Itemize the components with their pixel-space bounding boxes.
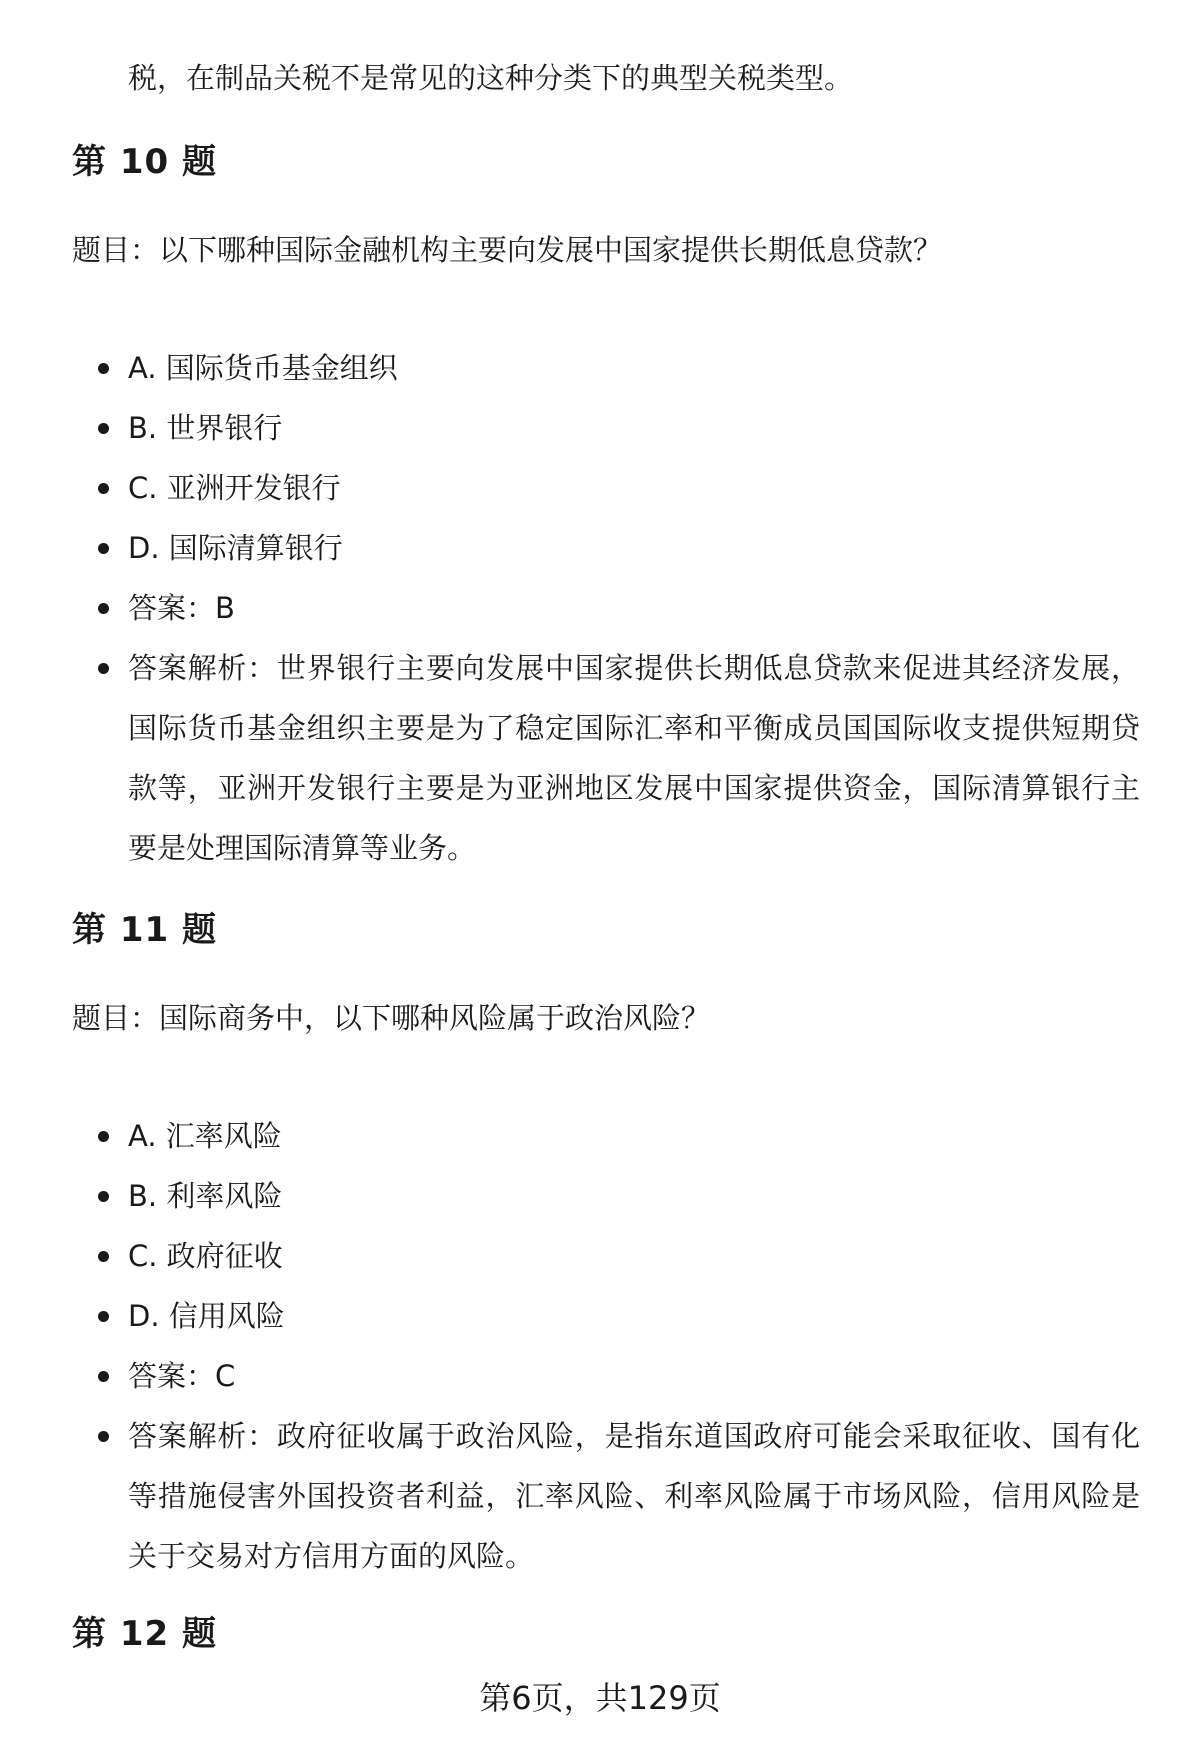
q10-answer: 答案：B (128, 591, 235, 625)
bullet-icon (98, 1131, 109, 1142)
list-item (0, 338, 1200, 398)
q11-options-list (0, 1106, 1200, 1586)
list-item (0, 518, 1200, 578)
bullet-icon (98, 1251, 109, 1262)
list-item (0, 1226, 1200, 1286)
q11-option-c: C. 政府征收 (128, 1239, 283, 1273)
bullet-icon (98, 603, 109, 614)
q10-option-d: D. 国际清算银行 (128, 531, 343, 565)
list-item (0, 578, 1200, 638)
bullet-icon (98, 423, 109, 434)
q11-answer: 答案：C (128, 1359, 236, 1393)
q10-option-c: C. 亚洲开发银行 (128, 471, 341, 505)
q10-heading: 第 10 题 (72, 142, 217, 182)
bullet-icon (98, 363, 109, 374)
bullet-icon (98, 1311, 109, 1322)
q11-explanation: 答案解析：政府征收属于政治风险，是指东道国政府可能会采取征收、国有化等措施侵害外国投资者利益，汇率风险、利率风险属于市场风险，信用风险是关于交易对方信用方面的风险。 (128, 1419, 1140, 1573)
q10-explanation: 答案解析：世界银行主要向发展中国家提供长期低息贷款来促进其经济发展，国际货币基金组织主要是为了稳定国际汇率和平衡成员国国际收支提供短期贷款等，亚洲开发银行主要是为亚洲地区发展中国家提供资金，国际清算银行主要是处理国际清算等业务。 (128, 651, 1140, 865)
q11-option-b: B. 利率风险 (128, 1179, 283, 1213)
list-item (0, 1166, 1200, 1226)
list-item (0, 398, 1200, 458)
list-item (0, 1286, 1200, 1346)
q11-option-d: D. 信用风险 (128, 1299, 285, 1333)
list-item (0, 458, 1200, 518)
bullet-icon (98, 1191, 109, 1202)
q11-question: 题目：国际商务中，以下哪种风险属于政治风险？ (72, 1001, 711, 1035)
continuation-text: 税，在制品关税不是常见的这种分类下的典型关税类型。 (128, 61, 854, 95)
list-item (0, 1406, 1140, 1586)
q10-options-list (0, 338, 1200, 878)
bullet-icon (98, 543, 109, 554)
bullet-icon (98, 1371, 109, 1382)
q10-option-a: A. 国际货币基金组织 (128, 351, 398, 385)
q11-option-a: A. 汇率风险 (128, 1119, 282, 1153)
bullet-icon (98, 483, 109, 494)
q10-option-b: B. 世界银行 (128, 411, 283, 445)
page-footer: 第6页，共129页 (479, 1679, 721, 1717)
list-item (0, 638, 1140, 878)
bullet-icon (98, 1431, 109, 1442)
q12-heading: 第 12 题 (72, 1614, 217, 1654)
q10-question: 题目：以下哪种国际金融机构主要向发展中国家提供长期低息贷款？ (72, 233, 943, 267)
bullet-icon (98, 663, 109, 674)
list-item (0, 1346, 1200, 1406)
list-item (0, 1106, 1200, 1166)
q11-heading: 第 11 题 (72, 910, 217, 950)
